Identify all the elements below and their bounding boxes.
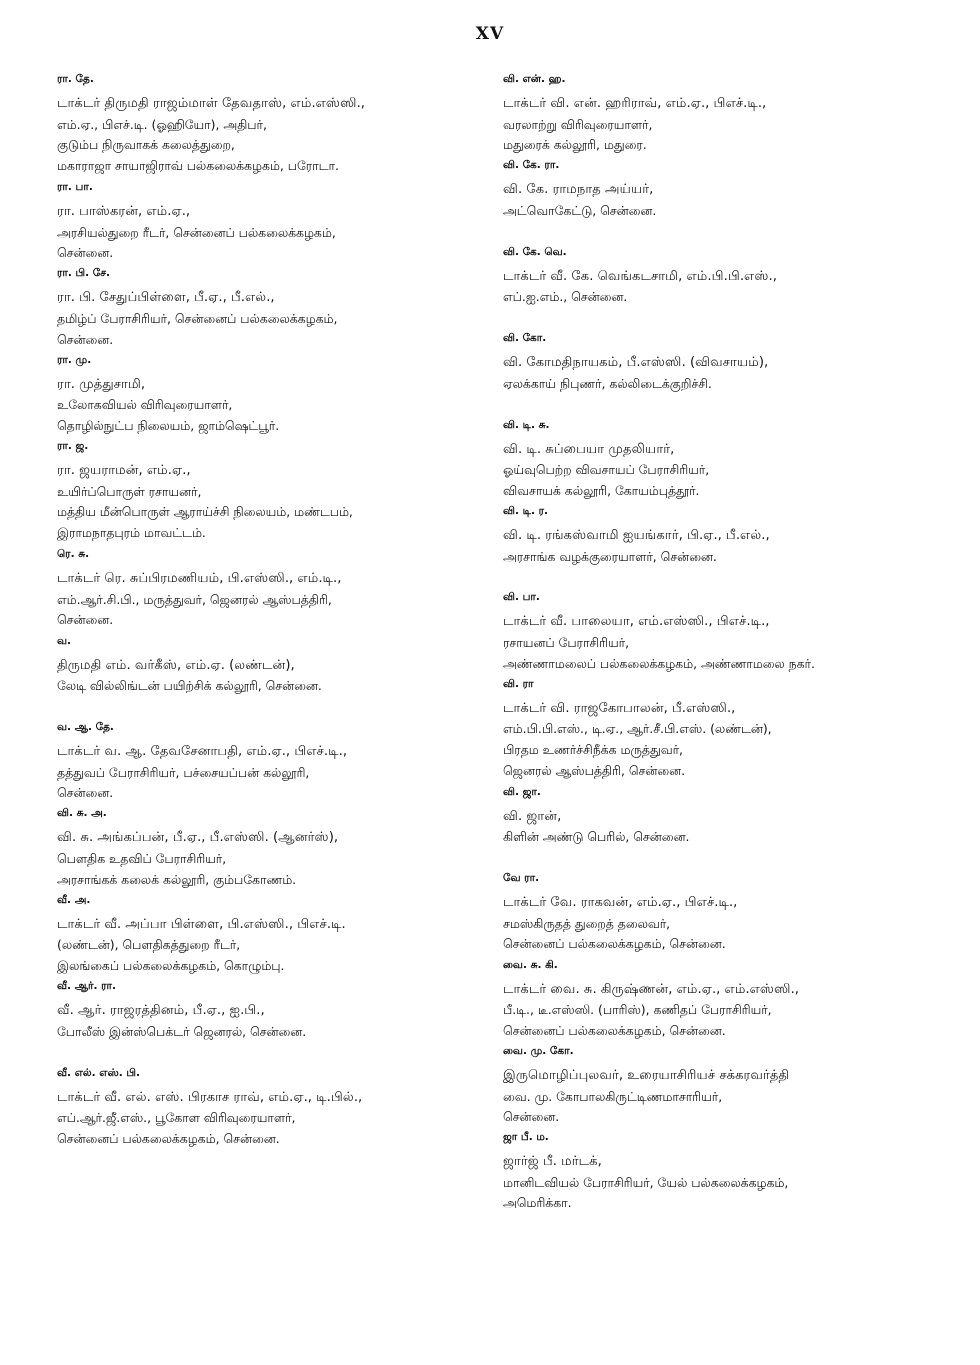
right-column <box>503 72 943 1217</box>
contributor-name: ரா. பி. சேதுப்பிள்ளை, பீ.ஏ., பீ.எல்., <box>57 290 275 306</box>
contributor-entry <box>57 439 497 547</box>
contributor-abbreviation: வி. ஜா. <box>503 785 541 798</box>
contributor-detail-line: மானிடவியல் பேராசிரியர், யேல் பல்கலைக்கழகம், <box>503 1174 789 1190</box>
contributor-detail-line: தமிழ்ப் பேராசிரியர், சென்னைப் பல்கலைக்கழகம், <box>57 310 338 326</box>
contributor-abbreviation: வி. சு. அ. <box>57 807 107 820</box>
contributor-abbreviation: வி. என். ஹ. <box>503 73 566 85</box>
contributor-name: ரா. முத்துசாமி, <box>57 376 146 392</box>
contributor-abbreviation: வே ரா. <box>503 872 540 885</box>
contributor-name: வீ. ஆர். ராஜரத்தினம், பீ.ஏ., ஐ.பி., <box>57 1003 265 1019</box>
contributor-entry <box>503 504 943 590</box>
contributor-name: வி. கோமதிநாயகம், பீ.எஸ்ஸி. (விவசாயம்), <box>503 355 769 371</box>
contributor-name: வி. கே. ராமநாத அய்யர், <box>503 182 654 198</box>
contributor-name: வி. சு. அங்கப்பன், பீ.ஏ., பீ.எஸ்ஸி. (ஆனர்ஸ்), <box>57 830 339 846</box>
contributor-entry <box>57 266 497 352</box>
contributor-entry <box>57 979 497 1065</box>
contributor-name: டாக்டர் வை. சு. கிருஷ்ணன், எம்.ஏ., எம்.எஸ்ஸி., <box>503 981 799 997</box>
contributor-entry <box>503 418 943 504</box>
contributor-detail-line: உலோகவியல் விரிவுரையாளர், <box>57 397 233 413</box>
contributor-name: டாக்டர் வே. ராகவன், எம்.ஏ., பிஎச்.டி., <box>503 895 738 911</box>
contributor-abbreviation: வி. கோ. <box>503 332 547 345</box>
contributor-name: திருமதி எம். வர்கீஸ், எம்.ஏ. (லண்டன்), <box>57 657 295 673</box>
contributor-detail-line: மத்திய மீன்பொருள் ஆராய்ச்சி நிலையம், மண்டபம், <box>57 504 353 520</box>
contributor-name: வி. டி. ரங்கஸ்வாமி ஐயங்கார், பி.ஏ., பீ.எல்., <box>503 527 770 543</box>
contributor-detail-line: சென்னை. <box>57 245 114 261</box>
contributor-abbreviation: வ. ஆ. தே. <box>57 720 114 733</box>
contributor-entry <box>503 590 943 676</box>
contributor-detail-line: எப்.ஆர்.ஜீ.எஸ்., பூகோள விரிவுரையாளர், <box>57 1110 296 1126</box>
contributor-entry <box>57 353 497 439</box>
contributor-entry <box>503 785 943 871</box>
contributor-entry <box>503 871 943 957</box>
contributor-detail-line: மதுரைக் கல்லூரி, மதுரை. <box>503 137 647 153</box>
contributor-detail-line: ஏலக்காய் நிபுணர், கல்லிடைக்குறிச்சி. <box>503 375 712 391</box>
contributor-abbreviation: வை. சு. கி. <box>503 958 558 971</box>
contributor-name: டாக்டர் வ. ஆ. தேவசேனாபதி, எம்.ஏ., பிஎச்.டி., <box>57 743 348 759</box>
contributor-detail-line: அரசாங்கக் கலைக் கல்லூரி, கும்பகோணம். <box>57 871 297 887</box>
contributor-detail-line: எம்.பி.பி.எஸ்., டி.ஏ., ஆர்.சீ.பி.எஸ். (லண்டன்), <box>503 721 772 737</box>
contributor-detail-line: பௌதிக உதவிப் பேராசிரியர், <box>57 850 227 866</box>
contributor-detail-line: இராமநாதபுரம் மாவட்டம். <box>57 524 206 540</box>
contributor-entry <box>503 1044 943 1130</box>
contributor-abbreviation: வ. <box>57 634 72 647</box>
contributor-entry <box>57 720 497 806</box>
contributor-abbreviation: ஜா பீ. ம. <box>503 1131 549 1144</box>
contributor-detail-line: (லண்டன்), பௌதிகத்துறை ரீடர், <box>57 937 241 953</box>
page-number: XV <box>475 24 505 44</box>
contributor-abbreviation: வீ. ஆர். ரா. <box>57 980 117 993</box>
contributor-entry <box>503 72 943 158</box>
contributor-detail-line: கிளின் அண்டு பெரில், சென்னை. <box>503 829 690 845</box>
contributor-abbreviation: ரெ. சு. <box>57 548 90 561</box>
contributor-entry <box>503 1130 943 1216</box>
contributor-detail-line: அண்ணாமலைப் பல்கலைக்கழகம், அண்ணாமலை நகர். <box>503 655 815 671</box>
contributor-abbreviation: ரா. தே. <box>57 73 94 85</box>
contributor-detail-line: சமஸ்கிருதத் துறைத் தலைவர், <box>503 915 671 931</box>
contributor-detail-line: லேடி வில்லிங்டன் பயிற்சிக் கல்லூரி, சென்னை. <box>57 678 322 694</box>
contributor-detail-line: வரலாற்று விரிவுரையாளர், <box>503 116 653 132</box>
contributor-name: டாக்டர் வி. ராஜகோபாலன், பீ.எஸ்ஸி., <box>503 700 736 716</box>
contributor-detail-line: தத்துவப் பேராசிரியர், பச்சையப்பன் கல்லூரி, <box>57 764 310 780</box>
contributor-detail-line: எம்.ஏ., பிஎச்.டி. (ஓஹியோ), அதிபர், <box>57 116 267 132</box>
contributor-detail-line: ரசாயனப் பேராசிரியர், <box>503 634 630 650</box>
contributor-name: டாக்டர் வீ. எல். எஸ். பிரகாச ராவ், எம்.ஏ., டி.பில்., <box>57 1089 363 1105</box>
contributor-name: டாக்டர் திருமதி ராஜம்மாள் தேவதாஸ், எம்.எஸ்ஸி., <box>57 96 366 111</box>
contributor-entry <box>57 180 497 266</box>
contributor-name: டாக்டர் ரெ. சுப்பிரமணியம், பி.எஸ்ஸி., எம்.டி., <box>57 571 342 587</box>
contributor-name: ஜார்ஜ் பீ. மர்டக், <box>503 1154 602 1170</box>
contributor-name: டாக்டர் வீ. பாலையா, எம்.எஸ்ஸி., பிஎச்.டி., <box>503 614 770 630</box>
contributor-abbreviation: ரா. மு. <box>57 353 92 366</box>
contributor-detail-line: பிரதம உணர்ச்சிநீக்க மருத்துவர், <box>503 741 683 757</box>
contributor-detail-line: மகாராஜா சாயாஜிராவ் பல்கலைக்கழகம், பரோடா. <box>57 157 339 173</box>
contributor-entry <box>57 547 497 633</box>
contributor-entry <box>503 958 943 1044</box>
contributor-detail-line: தொழில்நுட்ப நிலையம், ஜாம்ஷெட்பூர். <box>57 417 280 433</box>
contributor-abbreviation: வி. பா. <box>503 591 540 604</box>
contributor-abbreviation: ரா. பி. சே. <box>57 267 111 280</box>
contributor-detail-line: சென்னைப் பல்கலைக்கழகம், சென்னை. <box>57 1130 280 1146</box>
contributor-name: டாக்டர் வி. என். ஹரிராவ், எம்.ஏ., பிஎச்.டி., <box>503 96 767 111</box>
contributor-abbreviation: வி. கே. வெ. <box>503 245 567 258</box>
contributor-detail-line: சென்னைப் பல்கலைக்கழகம், சென்னை. <box>503 936 726 952</box>
contributor-abbreviation: ரா. பா. <box>57 181 93 193</box>
contributor-entry <box>57 806 497 892</box>
contributor-abbreviation: வை. மு. கோ. <box>503 1044 574 1057</box>
contributor-entry <box>503 677 943 785</box>
contributor-name: இருமொழிப்புலவர், உரையாசிரியச் சக்கரவர்த்தி <box>503 1067 790 1083</box>
contributor-detail-line: அரசியல்துறை ரீடர், சென்னைப் பல்கலைக்கழகம், <box>57 224 336 240</box>
contributor-detail-line: எம்.ஆர்.சி.பி., மருத்துவர், ஜெனரல் ஆஸ்பத்திரி, <box>57 591 332 607</box>
contributor-detail-line: உயிர்ப்பொருள் ரசாயனர், <box>57 483 202 499</box>
contributor-name: ரா. ஜயராமன், எம்.ஏ., <box>57 463 191 479</box>
left-column <box>57 72 497 1152</box>
contributor-entry <box>57 1066 497 1152</box>
contributor-detail-line: வை. மு. கோபாலகிருட்டிணமாசாரியர், <box>503 1088 723 1104</box>
contributor-abbreviation: வி. டி. சு. <box>503 418 550 431</box>
contributor-detail-line: பீ.டி., டீ.எஸ்ஸி. (பாரிஸ்), கணிதப் பேராசிரியர், <box>503 1002 772 1018</box>
contributor-abbreviation: வி. டி. ர. <box>503 504 549 517</box>
contributor-detail-line: ஓய்வுபெற்ற விவசாயப் பேராசிரியர், <box>503 462 710 478</box>
contributor-detail-line: அட்வொகேட்டு, சென்னை. <box>503 202 657 218</box>
contributor-abbreviation: வீ. அ. <box>57 893 91 906</box>
contributor-entry <box>503 245 943 331</box>
contributor-detail-line: சென்னைப் பல்கலைக்கழகம், சென்னை. <box>503 1022 726 1038</box>
contributor-abbreviation: வி. கே. ரா. <box>503 159 560 172</box>
contributor-abbreviation: ரா. ஜ. <box>57 440 89 453</box>
contributor-detail-line: எப்.ஐ.எம்., சென்னை. <box>503 289 628 305</box>
contributor-detail-line: அமெரிக்கா. <box>503 1195 572 1211</box>
contributor-detail-line: போலீஸ் இன்ஸ்பெக்டர் ஜெனரல், சென்னை. <box>57 1023 307 1039</box>
contributor-name: டாக்டர் வீ. அப்பா பிள்ளை, பி.எஸ்ஸி., பிஎச்.டி. <box>57 916 346 932</box>
contributor-detail-line: சென்னை. <box>57 331 114 347</box>
contributor-detail-line: விவசாயக் கல்லூரி, கோயம்புத்தூர். <box>503 482 700 498</box>
contributor-entry <box>503 158 943 244</box>
contributor-detail-line: சென்னை. <box>57 612 114 628</box>
contributor-entry <box>57 893 497 979</box>
contributor-name: வி. ஜான், <box>503 808 562 824</box>
contributor-name: டாக்டர் வீ. கே. வெங்கடசாமி, எம்.பி.பி.எஸ்., <box>503 268 777 284</box>
contributor-name: ரா. பாஸ்கரன், எம்.ஏ., <box>57 204 191 219</box>
contributor-name: வி. டி. சுப்பையா முதலியார், <box>503 441 675 457</box>
contributor-abbreviation: வீ. எல். எஸ். பி. <box>57 1066 140 1079</box>
contributor-abbreviation: வி. ரா <box>503 677 534 690</box>
contributor-entry <box>57 72 497 180</box>
contributor-detail-line: ஜெனரல் ஆஸ்பத்திரி, சென்னை. <box>503 762 686 778</box>
contributor-entry <box>57 634 497 720</box>
contributor-detail-line: சென்னை. <box>57 785 114 801</box>
contributor-detail-line: அரசாங்க வழக்குரையாளர், சென்னை. <box>503 548 717 564</box>
contributor-detail-line: இலங்கைப் பல்கலைக்கழகம், கொழும்பு. <box>57 957 285 973</box>
contributor-entry <box>503 331 943 417</box>
contributor-detail-line: சென்னை. <box>503 1109 560 1125</box>
contributor-detail-line: குடும்ப நிருவாகக் கலைத்துறை, <box>57 137 235 153</box>
